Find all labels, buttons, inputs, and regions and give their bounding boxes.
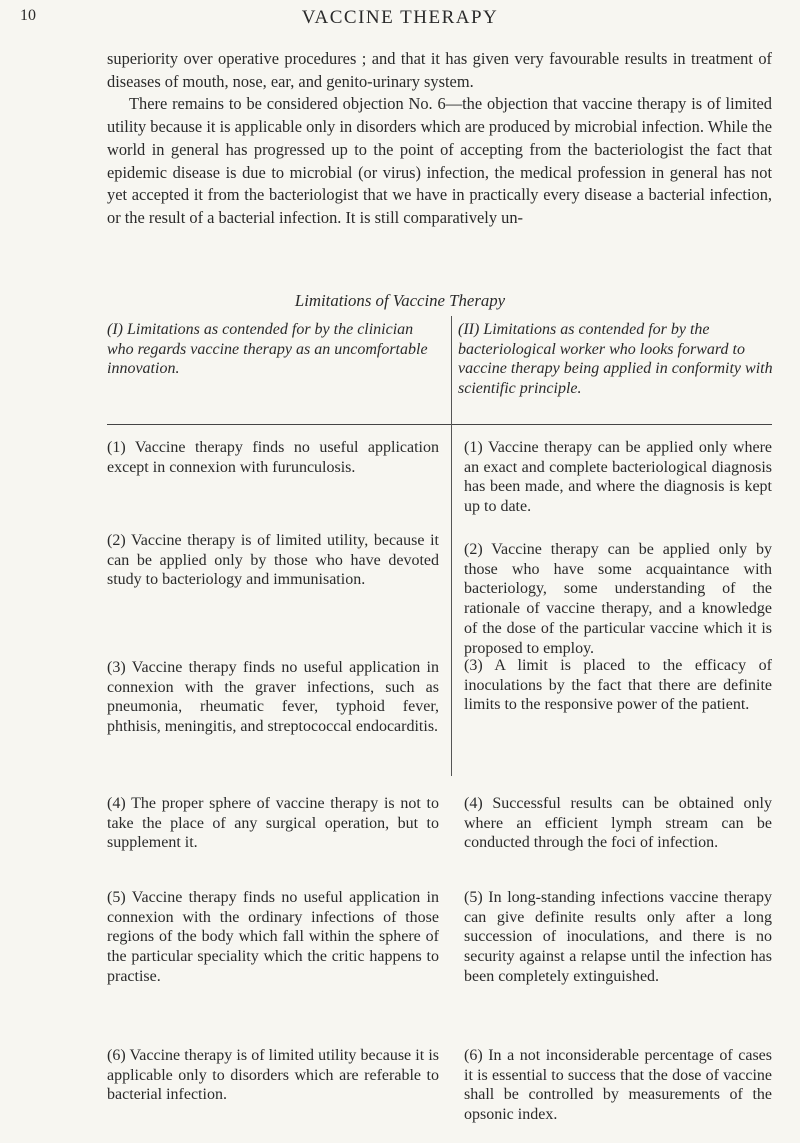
table-title: Limitations of Vaccine Therapy [294, 291, 506, 310]
table-cell-right-3: (3) A limit is placed to the efficacy of inoculations by the fact that there are definite limits to the responsive power of the patient. [464, 657, 772, 714]
table-cell-right-6: (6) In a not inconsiderable percentage of cases it is essential to success that the dose of vaccine shall be controlled by measurements of the opsonic index. [464, 1047, 772, 1124]
running-title: VACCINE THERAPY [301, 7, 499, 28]
table-cell-right-5: (5) In long-standing infections vaccine therapy can give definite results only after a long succession of inoculations, and there is no security against a relapse until the infection has been completely extinguished. [464, 889, 772, 985]
body-text [107, 48, 772, 230]
table-cell-left-3: (3) Vaccine therapy finds no useful application in connexion with the graver infections, such as pneumonia, rheumatic fever, typhoid fever, phthisis, meningitis, and streptococcal endocarditis. [107, 659, 439, 736]
table-cell-right-1: (1) Vaccine therapy can be applied only where an exact and complete bacteriological diagnosis has been made, and where the diagnosis is kept up to date. [464, 439, 772, 516]
table-cell-left-4: (4) The proper sphere of vaccine therapy is not to take the place of any surgical operation, but to supplement it. [107, 795, 439, 852]
table-cell-left-2: (2) Vaccine therapy is of limited utility, because it can be applied only by those who have devoted study to bacteriology and immunisation. [107, 532, 439, 589]
table-cell-left-6: (6) Vaccine therapy is of limited utility because it is applicable only to disorders which are referable to bacterial infection. [107, 1047, 439, 1104]
table-column-divider [451, 316, 452, 776]
page-number: 10 [20, 7, 36, 24]
table-cell-right-4: (4) Successful results can be obtained only where an efficient lymph stream can be conducted through the foci of infection. [464, 795, 772, 852]
table-cell-left-1: (1) Vaccine therapy finds no useful application except in connexion with furunculosis. [107, 439, 439, 476]
column-heading-bacteriologist: (II) Limitations as contended for by the bacteriological worker who looks forward to vaccine therapy being applied in conformity with scientific principle. [458, 321, 773, 397]
table-header-rule [107, 424, 772, 425]
paragraph-2: There remains to be considered objection No. 6—the objection that vaccine therapy is of limited utility because it is applicable only in disorders which are produced by microbial infection. While the world in general has progressed up to the point of accepting from the bacteriologist the fact that epidemic disease is due to microbial (or virus) infection, the medical profession in general has not yet accepted it from the bacteriologist that we have in practically every disease a bacterial infection, or the result of a bacterial infection. It is still comparatively un- [107, 94, 772, 227]
table-cell-right-2: (2) Vaccine therapy can be applied only by those who have some acquaintance with bacteriology, some understanding of the rationale of vaccine therapy, and a knowledge of the dose of the particular vaccine which it is proposed to employ. [464, 541, 772, 657]
table-cell-left-5: (5) Vaccine therapy finds no useful application in connexion with the ordinary infections of those regions of the body which fall within the sphere of the particular speciality which the critic happens to practise. [107, 889, 439, 985]
column-heading-clinician: (I) Limitations as contended for by the clinician who regards vaccine therapy as an uncomfortable innovation. [107, 321, 428, 378]
paragraph-1: superiority over operative procedures ; and that it has given very favourable results in treatment of diseases of mouth, nose, ear, and genito-urinary system. [107, 49, 772, 91]
